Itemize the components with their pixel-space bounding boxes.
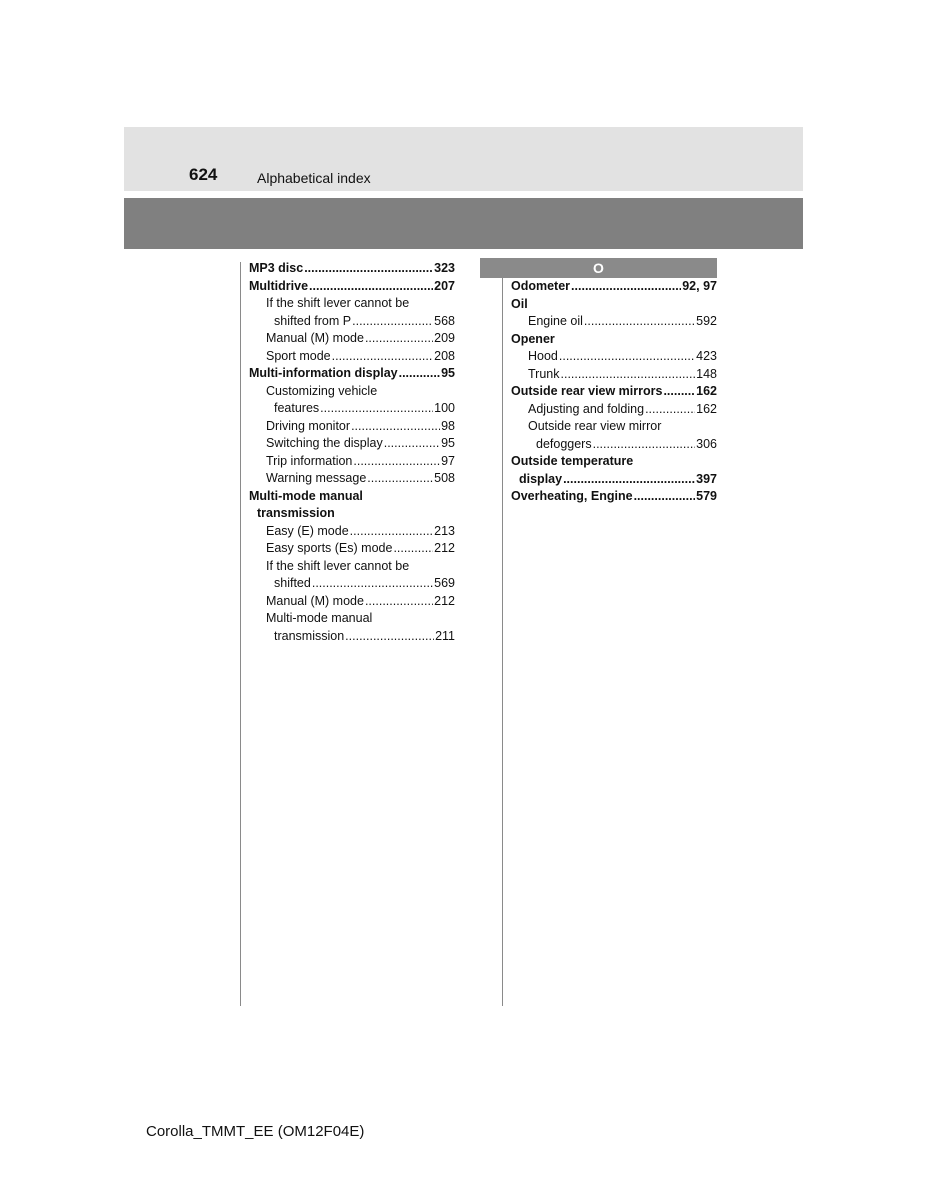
entry-page-number: 212: [434, 541, 455, 555]
header-divider-band: [124, 198, 803, 249]
entry-label: shifted: [274, 576, 311, 590]
entry-page-number: 508: [434, 471, 455, 485]
entry-label: shifted from P: [274, 313, 352, 328]
index-entry: [249, 523, 455, 541]
entry-page-number: 211: [435, 628, 455, 643]
index-entry: [249, 575, 455, 593]
dot-leader: [320, 400, 433, 418]
entry-page-number: 592: [696, 314, 717, 328]
dot-leader: [309, 278, 433, 296]
dot-leader: [351, 418, 440, 436]
entry-label: Trip information: [266, 453, 353, 468]
index-entry: [511, 348, 717, 366]
index-entry: [249, 365, 455, 383]
index-entry: [249, 593, 455, 611]
entry-page-number: 148: [696, 366, 717, 381]
dot-leader: [352, 313, 433, 331]
index-entry: [249, 348, 455, 366]
dot-leader: [593, 436, 696, 454]
entry-label: Trunk: [528, 366, 560, 381]
entry-label: Hood: [528, 349, 558, 363]
dot-leader: [384, 435, 440, 453]
dot-leader: [367, 470, 433, 488]
entry-page-number: 95: [441, 366, 455, 380]
index-entry: [249, 400, 455, 418]
entry-page-number: 208: [434, 348, 455, 363]
entry-page-number: 100: [434, 401, 455, 415]
section-title: Alphabetical index: [257, 170, 371, 186]
entry-page-number: 423: [696, 349, 717, 363]
index-entry: [249, 505, 455, 523]
entry-page-number: 568: [434, 313, 455, 328]
entry-label: display: [519, 471, 563, 486]
dot-leader: [393, 540, 433, 558]
dot-leader: [584, 313, 695, 331]
entry-label: Easy (E) mode: [266, 523, 349, 538]
entry-label: Manual (M) mode: [266, 593, 364, 608]
dot-leader: [645, 401, 695, 419]
entry-page-number: 306: [696, 436, 717, 451]
entry-page-number: 97: [441, 453, 455, 468]
entry-label: Adjusting and folding: [528, 401, 645, 416]
entry-label: Easy sports (Es) mode: [266, 541, 393, 555]
index-entry: [249, 313, 455, 331]
entry-label: Multi-mode manual: [266, 611, 373, 625]
entry-page-number: 162: [696, 401, 717, 416]
index-entry: [511, 436, 717, 454]
dot-leader: [312, 575, 433, 593]
dot-leader: [634, 488, 696, 506]
entry-label: Outside rear view mirror: [528, 419, 662, 433]
index-entry: [249, 470, 455, 488]
entry-label: transmission: [274, 628, 345, 643]
index-entry: [511, 278, 717, 296]
entry-label: Multidrive: [249, 278, 309, 293]
dot-leader: [353, 453, 440, 471]
entry-page-number: 162: [696, 384, 717, 398]
index-entry: [249, 488, 455, 506]
index-entry: [511, 418, 717, 436]
index-column-left: [249, 260, 455, 645]
index-entry: [511, 331, 717, 349]
entry-label: transmission: [257, 506, 335, 520]
entry-label: Engine oil: [528, 314, 583, 328]
dot-leader: [304, 260, 433, 278]
entry-label: Opener: [511, 331, 555, 346]
entry-label: Manual (M) mode: [266, 331, 364, 345]
entry-label: Outside rear view mirrors: [511, 384, 663, 398]
entry-label: Multi-mode manual: [249, 488, 363, 503]
index-entry: [249, 330, 455, 348]
entry-label: Sport mode: [266, 348, 331, 363]
entry-label: Driving monitor: [266, 418, 351, 433]
index-entry: [249, 435, 455, 453]
entry-label: Customizing vehicle: [266, 383, 378, 398]
document-footer: Corolla_TMMT_EE (OM12F04E): [146, 1123, 365, 1140]
entry-label: Overheating, Engine: [511, 489, 633, 503]
entry-page-number: 209: [434, 331, 455, 345]
index-entry: [249, 278, 455, 296]
page-number: 624: [189, 165, 218, 184]
dot-leader: [365, 330, 433, 348]
entry-label: Switching the display: [266, 436, 383, 450]
entry-label: Outside temperature: [511, 454, 634, 468]
index-entry: [511, 313, 717, 331]
index-entry: [511, 471, 717, 489]
entry-label: Multi-information display: [249, 366, 398, 380]
page-header: [124, 127, 803, 191]
entry-label: defoggers: [536, 436, 592, 451]
dot-leader: [399, 365, 440, 383]
entry-page-number: 323: [434, 261, 455, 275]
index-entry: [249, 295, 455, 313]
entry-label: Odometer: [511, 279, 571, 293]
entry-page-number: 207: [434, 278, 455, 293]
index-entry: [249, 418, 455, 436]
dot-leader: [365, 593, 433, 611]
entry-page-number: 579: [696, 489, 717, 503]
right-column-rule: [502, 262, 503, 1006]
dot-leader: [563, 471, 695, 489]
index-entry: [249, 628, 455, 646]
dot-leader: [345, 628, 434, 646]
index-entry: [511, 383, 717, 401]
entry-page-number: 397: [696, 471, 717, 486]
index-entry: [511, 453, 717, 471]
index-entry: [511, 488, 717, 506]
entry-page-number: 92, 97: [682, 279, 717, 293]
dot-leader: [332, 348, 434, 366]
entry-page-number: 569: [434, 576, 455, 590]
entry-page-number: 213: [434, 523, 455, 538]
index-entry: [511, 401, 717, 419]
letter-heading-o: O: [480, 258, 717, 278]
entry-label: If the shift lever cannot be: [266, 558, 410, 573]
index-entry: [249, 383, 455, 401]
index-entry: [249, 540, 455, 558]
entry-label: Oil: [511, 296, 528, 311]
entry-page-number: 212: [434, 593, 455, 608]
dot-leader: [559, 348, 695, 366]
dot-leader: [571, 278, 681, 296]
dot-leader: [350, 523, 433, 541]
entry-page-number: 95: [441, 436, 455, 450]
index-entry: [511, 296, 717, 314]
entry-label: If the shift lever cannot be: [266, 296, 410, 310]
dot-leader: [561, 366, 696, 384]
entry-label: features: [274, 401, 320, 415]
entry-label: MP3 disc: [249, 261, 304, 275]
index-entry: [249, 610, 455, 628]
left-column-rule: [240, 262, 241, 1006]
index-entry: [249, 558, 455, 576]
entry-label: Warning message: [266, 471, 367, 485]
index-entry: [511, 366, 717, 384]
index-entry: [249, 453, 455, 471]
index-column-right: [511, 258, 717, 506]
entry-page-number: 98: [441, 418, 455, 433]
dot-leader: [663, 383, 695, 401]
index-entry: [249, 260, 455, 278]
